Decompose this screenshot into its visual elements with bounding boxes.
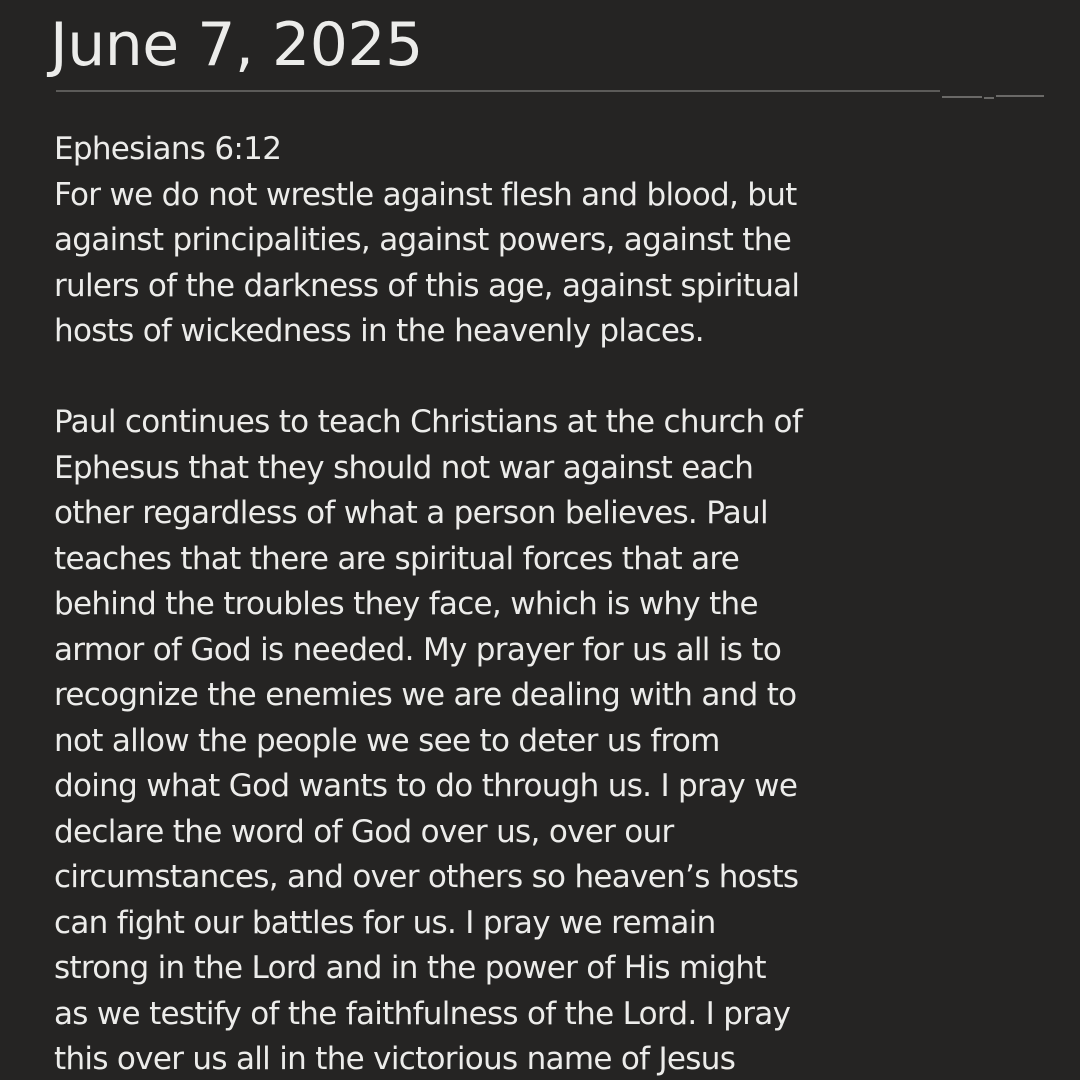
devotional-line: this over us all in the victorious name of Jesus — [54, 1041, 736, 1077]
paragraph-gap — [54, 355, 954, 401]
devotional-line: teaches that there are spiritual forces that are — [54, 540, 740, 577]
devotional-line: behind the troubles they face, which is why the — [54, 586, 758, 622]
divider-tail-segment — [996, 95, 1044, 97]
devotional-line: declare the word of God over us, over our — [54, 813, 674, 850]
scripture-reference: Ephesians 6:12 — [54, 131, 282, 167]
devotional-line: doing what God wants to do through us. I pray we — [54, 768, 798, 804]
body-text — [54, 127, 954, 1080]
page-title-date: June 7, 2025 — [50, 10, 423, 80]
devotional-line: not allow the people we see to deter us from — [54, 722, 720, 759]
devotional-line: strong in the Lord and in the power of His might — [54, 950, 766, 986]
scripture-line: For we do not wrestle against flesh and blood, but — [54, 176, 797, 213]
devotional-line: circumstances, and over others so heaven’s hosts — [54, 859, 799, 895]
scripture-line: hosts of wickedness in the heavenly places. — [54, 313, 704, 349]
divider-tail-segment — [984, 97, 994, 99]
devotional-line: Paul continues to teach Christians at the church of — [54, 404, 803, 440]
title-divider — [56, 90, 940, 92]
scripture-line: rulers of the darkness of this age, against spiritual — [54, 267, 800, 304]
devotional-line: recognize the enemies we are dealing with and to — [54, 677, 797, 713]
scripture-line: against principalities, against powers, against the — [54, 222, 792, 258]
devotional-line: armor of God is needed. My prayer for us all is to — [54, 631, 782, 668]
devotional-line: as we testify of the faithfulness of the Lord. I pray — [54, 995, 791, 1032]
devotional-line: other regardless of what a person believes. Paul — [54, 495, 768, 531]
devotional-line: Ephesus that they should not war against each — [54, 449, 754, 486]
devotional-line: can fight our battles for us. I pray we remain — [54, 904, 716, 941]
divider-tail-segment — [942, 96, 982, 98]
